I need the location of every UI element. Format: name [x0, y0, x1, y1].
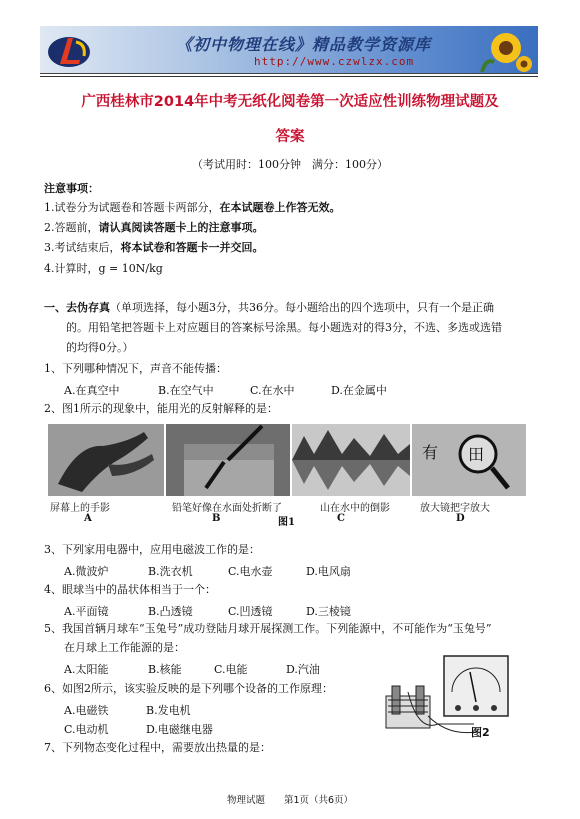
notice-item-1 [44, 201, 341, 215]
q4-option-d: D.三棱镜 [306, 605, 351, 618]
q6-stem: 6、如图2所示，该实验反映的是下列哪个设备的工作原理： [44, 682, 333, 695]
figure-1c-letter: C [337, 513, 345, 524]
q3-option-d: D.电风扇 [306, 565, 351, 578]
notice-item-3 [44, 241, 264, 255]
figure-1b-caption: 铅笔好像在水面处折断了 [172, 503, 282, 514]
notice-item-2-text: 2.答题前， [44, 221, 99, 234]
q5-option-a: A.太阳能 [64, 663, 109, 676]
figure-1d-caption: 放大镜把字放大 [420, 503, 490, 514]
banner-title: 《初中物理在线》精品教学资源库 [176, 35, 432, 54]
svg-text:有: 有 [422, 443, 439, 462]
figure-1a-caption: 屏幕上的手影 [50, 503, 110, 514]
notice-item-2 [44, 221, 264, 235]
section1-intro-line2: 的。用铅笔把答题卡上对应题目的答案标号涂黑。每小题选对的得3分，不选、多选或选错 [66, 321, 502, 334]
q3-stem: 3、下列家用电器中，应用电磁波工作的是： [44, 543, 260, 556]
figure-2-label: 图2 [471, 726, 490, 739]
q4-option-c: C.凹透镜 [228, 605, 273, 618]
q2-stem: 2、图1所示的现象中，能用光的反射解释的是： [44, 402, 278, 415]
figure-1a-hand-shadow [48, 424, 164, 496]
q5-option-d: D.汽油 [286, 663, 320, 676]
notice-item-2-emph: 请认真阅读答题卡上的注意事项。 [98, 221, 264, 234]
figure-1c-caption: 山在水中的倒影 [320, 503, 390, 514]
section1-heading: 一、去伪存真 [44, 301, 110, 314]
figure-1-label: 图1 [278, 517, 295, 528]
q6-option-c: C.电动机 [64, 723, 109, 736]
figure-1d-magnifier [412, 424, 526, 496]
q1-option-d: D.在金属中 [331, 384, 387, 397]
q6-option-d: D.电磁继电器 [146, 723, 213, 736]
notice-item-1-emph: 在本试题卷上作答无效。 [219, 201, 341, 214]
q1-option-c: C.在水中 [250, 384, 295, 397]
q4-option-a: A.平面镜 [64, 605, 109, 618]
header-banner [40, 26, 538, 74]
q6-option-b: B.发电机 [146, 704, 191, 717]
q3-option-c: C.电水壶 [228, 565, 273, 578]
q1-stem: 1、下列哪种情况下，声音不能传播： [44, 362, 227, 375]
figure-2-galvanometer-setup [378, 652, 528, 740]
q5-option-c: C.电能 [214, 663, 248, 676]
q4-option-b: B.凸透镜 [148, 605, 193, 618]
q5-stem-line1: 5、我国首辆月球车“玉兔号”成功登陆月球开展探测工作。下列能源中，不可能作为“玉兔号” [44, 622, 492, 635]
section1-intro-line1 [44, 301, 494, 315]
page-title-cont: 答案 [275, 129, 305, 145]
q1-option-b: B.在空气中 [158, 384, 214, 397]
notice-heading: 注意事项： [44, 182, 99, 195]
notice-item-3-emph: 将本试卷和答题卡一并交回。 [120, 241, 264, 254]
q4-stem: 4、眼球当中的晶状体相当于一个： [44, 583, 216, 596]
page-title: 广西桂林市2014年中考无纸化阅卷第一次适应性训练物理试题及 [81, 94, 499, 110]
figure-1a-letter: A [84, 513, 92, 524]
q3-option-b: B.洗衣机 [148, 565, 193, 578]
notice-item-3-text: 3.考试结束后， [44, 241, 121, 254]
section1-intro-line3: 的均得0分。） [66, 341, 134, 354]
section1-intro-text: （单项选择，每小题3分，共36分。每小题给出的四个选项中，只有一个是正确 [110, 301, 494, 314]
site-logo [46, 30, 92, 70]
sunflower-image [476, 28, 532, 72]
q7-stem: 7、下列物态变化过程中，需要放出热量的是： [44, 741, 271, 754]
figure-1c-mountain-reflection [292, 424, 410, 496]
notice-item-1-text: 1.试卷分为试题卷和答题卡两部分， [44, 201, 220, 214]
figure-1b-pencil-in-water [166, 424, 290, 496]
figure-1d-letter: D [456, 513, 465, 524]
figure-1b-letter: B [212, 513, 221, 524]
q5-option-b: B.核能 [148, 663, 182, 676]
header-rule [40, 76, 538, 77]
q5-stem-line2: 在月球上工作能源的是： [64, 641, 185, 654]
page-footer: 物理试题 第1页（共6页） [226, 795, 354, 806]
q1-option-a: A.在真空中 [64, 384, 120, 397]
q6-option-a: A.电磁铁 [64, 704, 109, 717]
exam-meta: （考试用时：100分钟 满分：100分） [192, 158, 388, 171]
q3-option-a: A.微波炉 [64, 565, 109, 578]
svg-text:田: 田 [468, 445, 485, 464]
banner-url[interactable]: http://www.czwlzx.com [254, 55, 415, 68]
notice-item-4: 4.计算时，g = 10N/kg [44, 262, 163, 275]
